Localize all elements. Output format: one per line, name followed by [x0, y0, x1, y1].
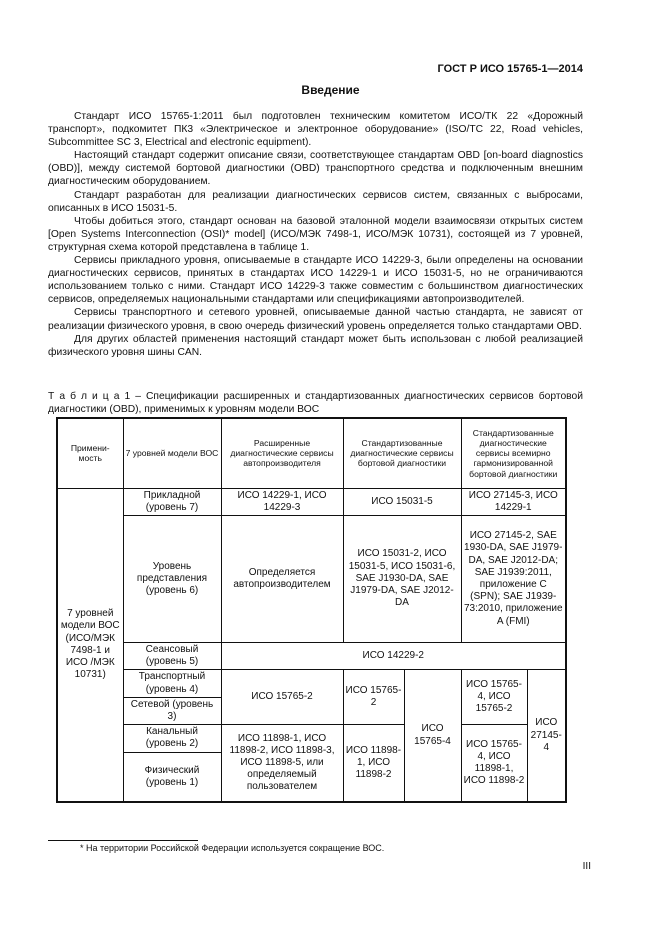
- layer-datalink: Канальный (уровень 2): [123, 725, 221, 752]
- cell-standardized-transport-network: ИСО 15765-2: [343, 670, 404, 725]
- applicability-cell: 7 уровней модели ВОС (ИСО/МЭК 7498-1 и ИСО /МЭК 10731): [57, 488, 123, 802]
- page-number: III: [582, 861, 591, 872]
- layer-transport: Транспортный (уровень 4): [123, 670, 221, 697]
- paragraph: Стандарт разработан для реализации диагностических сервисов систем, связанных с выбросами, описанных в ИСО 15031-5.: [48, 189, 583, 214]
- table-row: [57, 642, 566, 669]
- cell-standardized-datalink-physical: ИСО 11898-1, ИСО 11898-2: [343, 725, 404, 802]
- layer-physical: Физический (уровень 1): [123, 752, 221, 802]
- header-applicability: Примени-мость: [57, 418, 123, 488]
- header-harmonized: Стандартизованные диагностические сервисы всемирно гармонизированной бортовой диагностики: [461, 418, 566, 488]
- cell-extended: Определяется автопроизводителем: [221, 515, 343, 642]
- paragraph: Сервисы транспортного и сетевого уровней, описываемые данной частью стандарта, не зависят от реализации физического уровня, в свою очередь физический уровень определяется только стандартами OBD.: [48, 307, 583, 332]
- cell-harmonized: ИСО 27145-2, SAE 1930-DA, SAE J1979-DA, SAE J2012-DA; SAE J1939:2011, приложение C (SPN); SAE J1939-73:2010, приложение A (FMI): [461, 515, 566, 642]
- cell-extended-transport-network: ИСО 15765-2: [221, 670, 343, 725]
- header-layers: 7 уровней модели ВОС: [123, 418, 221, 488]
- layer-network: Сетевой (уровень 3): [123, 697, 221, 724]
- cell-session-merged: ИСО 14229-2: [221, 642, 566, 669]
- cell-harmonized-transport-network: ИСО 15765-4, ИСО 15765-2: [461, 670, 527, 725]
- cell-standardized: ИСО 15031-5: [343, 488, 461, 515]
- paragraph: Сервисы прикладного уровня, описываемые в стандарте ИСО 14229-3, были определены на основании диагностических сервисов, принятых в стандартах ИСО 14229-1 и ИСО 15031-5, но не ограничиваются использованием только с ними. Стандарт ИСО 14229-3 также совместим с большинством диагностических сервисов, определяемых национальными стандартами или спецификациями автопроизводителей.: [48, 255, 583, 306]
- layer-presentation: Уровень представления (уровень 6): [123, 515, 221, 642]
- cell-extended: ИСО 14229-1, ИСО 14229-3: [221, 488, 343, 515]
- document-standard-id: ГОСТ Р ИСО 15765-1—2014: [437, 63, 583, 75]
- cell-standardized-lower-layers: ИСО 15765-4: [404, 670, 461, 802]
- header-standardized: Стандартизованные диагностические сервисы бортовой диагностики: [343, 418, 461, 488]
- layer-session: Сеансовый (уровень 5): [123, 642, 221, 669]
- paragraph: Для других областей применения настоящий стандарт может быть использован с любой реализацией физического уровня шины CAN.: [48, 333, 583, 358]
- cell-harmonized: ИСО 27145-3, ИСО 14229-1: [461, 488, 566, 515]
- footnote: * На территории Российской Федерации используется сокращение ВОС.: [80, 843, 385, 853]
- paragraph: Чтобы добиться этого, стандарт основан на базовой эталонной модели взаимосвязи открытых систем [Open Systems Interconnection (OSI)* model] (ИСО/МЭК 7498-1, ИСО/МЭК 10731), состоящей из 7 уровней, структурная схема которой представлена в таблице 1.: [48, 215, 583, 253]
- cell-standardized: ИСО 15031-2, ИСО 15031-5, ИСО 15031-6, SAE J1930-DA, SAE J1979-DA, SAE J2012-DA: [343, 515, 461, 642]
- cell-extended-datalink-physical: ИСО 11898-1, ИСО 11898-2, ИСО 11898-3, ИСО 11898-5, или определяемый пользователем: [221, 725, 343, 802]
- table-row: [57, 515, 566, 642]
- paragraph: Настоящий стандарт содержит описание связи, соответствующее стандартам OBD [on-board diagnostics (OBD)], между системой бортовой диагностики (OBD) транспортного средства и подключенным внешним диагностическим оборудованием.: [48, 150, 583, 188]
- table-row: [57, 725, 566, 752]
- introduction-text: [48, 110, 583, 359]
- cell-harmonized-lower-layers: ИСО 27145-4: [527, 670, 566, 802]
- osi-services-table: [56, 417, 567, 803]
- layer-application: Прикладной (уровень 7): [123, 488, 221, 515]
- paragraph: Стандарт ИСО 15765-1:2011 был подготовлен техническим комитетом ИСО/ТК 22 «Дорожный транспорт», подкомитет ПК3 «Электрическое и электронное оборудование» (ISO/TC 22, Road vehicles, Subcommittee SC 3, Electrical and electronic equipment).: [48, 111, 583, 149]
- section-title: Введение: [301, 83, 360, 97]
- cell-harmonized-datalink-physical: ИСО 15765-4, ИСО 11898-1, ИСО 11898-2: [461, 725, 527, 802]
- header-extended: Расширенные диагностические сервисы автопроизводителя: [221, 418, 343, 488]
- table-row: [57, 488, 566, 515]
- table-row: [57, 670, 566, 697]
- table-caption: Т а б л и ц а 1 – Спецификации расширенных и стандартизованных диагностических сервисов бортовой диагностики (OBD), применимых к уровням модели ВОС: [48, 391, 583, 415]
- footnote-divider: [48, 840, 198, 841]
- table-header-row: [57, 418, 566, 488]
